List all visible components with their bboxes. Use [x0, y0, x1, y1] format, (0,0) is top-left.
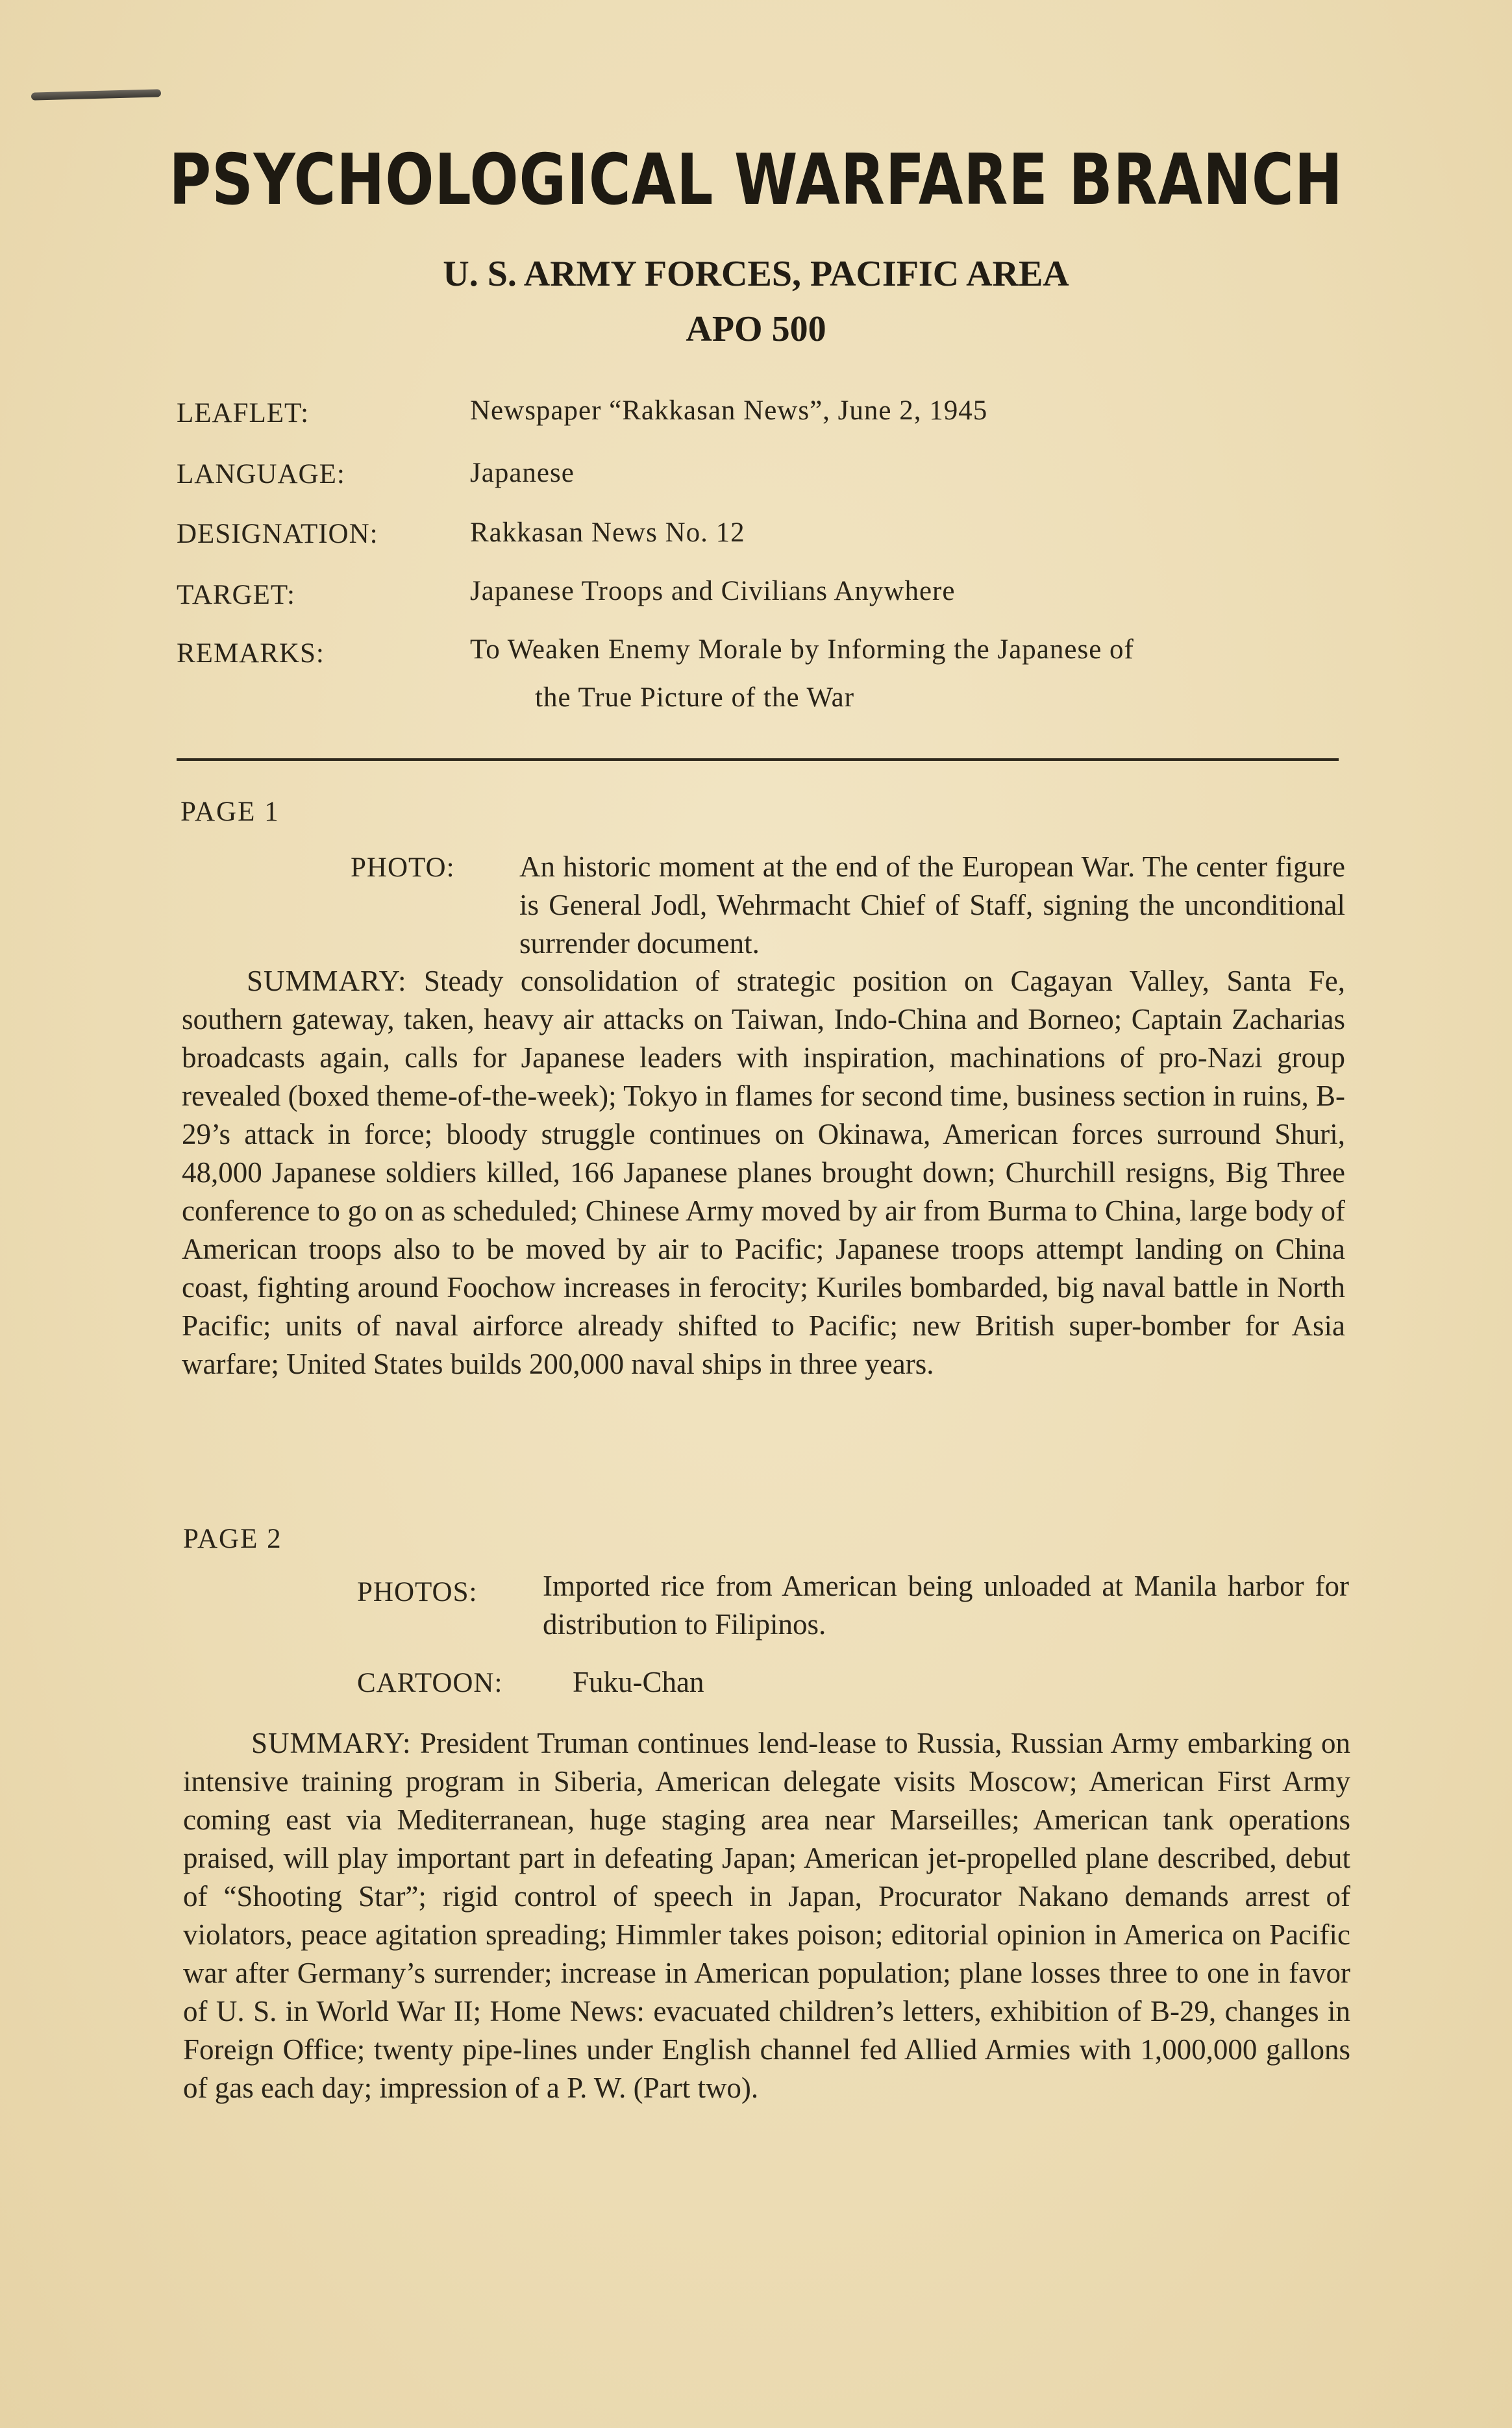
designation-value: Rakkasan News No. 12	[470, 517, 745, 548]
divider-rule	[177, 758, 1339, 761]
staple-mark	[31, 89, 161, 100]
page2-summary	[183, 1724, 1350, 2107]
target-label: TARGET:	[177, 580, 295, 610]
page2-summary-label: SUMMARY:	[251, 1727, 412, 1759]
leaflet-value: Newspaper “Rakkasan News”, June 2, 1945	[470, 395, 988, 426]
page2-photos-text: Imported rice from American being unloaded at Manila harbor for distribution to Filipinos.	[543, 1570, 1349, 1641]
remarks-value-line2: the True Picture of the War	[535, 682, 855, 713]
leaflet-label: LEAFLET:	[177, 398, 310, 428]
page2-summary-text: President Truman continues lend-lease to Russia, Russian Army embarking on intensive training program in Siberia, American delegate visits Moscow; American First Army coming east via Mediterranean, huge staging area near Marseilles; American tank operations praised, will play important part in defeating Japan; American jet-propelled plane described, debut of “Shooting Star”; rigid control of speech in Japan, Procurator Nakano demands arrest of violators, peace agitation spreading; Himmler takes poison; editorial opinion in America on Pacific war after Germany’s surrender; increase in American population; plane losses three to one in favor of U. S. in World War II; Home News: evacuated children’s letters, exhibition of B-29, changes in Foreign Office; twenty pipe-lines under English channel fed Allied Armies with 1,000,000 gallons of gas each day; impression of a P. W. (Part two).	[183, 1727, 1351, 2104]
language-value: Japanese	[470, 458, 575, 488]
page1-summary-text: Steady consolidation of strategic position on Cagayan Valley, Santa Fe, southern gateway, taken, heavy air attacks on Taiwan, Indo-China and Borneo; Captain Zacharias broadcasts again, calls for Japanese leaders with inspiration, machinations of pro-Nazi group revealed (boxed theme-of-the-week); Tokyo in flames for second time, business section in ruins, B-29’s attack in force; bloody struggle continues on Okinawa, American forces surround Shuri, 48,000 Japanese soldiers killed, 166 Japanese planes brought down; Churchill resigns, Big Three conference to go on as scheduled; Chinese Army moved by air from Burma to China, large body of American troops also to be moved by air to Pacific; Japanese troops attempt landing on China coast, fighting around Foochow increases in ferocity; Kuriles bombarded, big naval battle in North Pacific; units of naval airforce already shifted to Pacific; new British super-bomber for Asia warfare; United States builds 200,000 naval ships in three years.	[182, 965, 1345, 1380]
page1-heading: PAGE 1	[180, 797, 280, 827]
document-subtitle: U. S. ARMY FORCES, PACIFIC AREA	[443, 254, 1069, 294]
page1-photo-label: PHOTO:	[351, 852, 455, 883]
remarks-value-line1: To Weaken Enemy Morale by Informing the Japanese of	[470, 634, 1134, 665]
designation-label: DESIGNATION:	[177, 519, 378, 549]
remarks-label: REMARKS:	[177, 638, 325, 669]
page1-summary	[182, 962, 1345, 1383]
page2-cartoon-label: CARTOON:	[357, 1668, 503, 1698]
target-value: Japanese Troops and Civilians Anywhere	[470, 576, 956, 606]
page1-photo-text: An historic moment at the end of the European War. The center figure is General Jodl, Wehrmacht Chief of Staff, signing the unconditional surrender document.	[519, 850, 1345, 960]
document-apo: APO 500	[686, 309, 826, 349]
page1-summary-label: SUMMARY:	[247, 965, 407, 997]
language-label: LANGUAGE:	[177, 459, 345, 489]
document-title: PSYCHOLOGICAL WARFARE BRANCH	[169, 140, 1343, 221]
page2-photos-label: PHOTOS:	[357, 1577, 478, 1607]
page2-heading: PAGE 2	[183, 1524, 282, 1554]
page2-cartoon-text: Fuku-Chan	[573, 1666, 704, 1698]
